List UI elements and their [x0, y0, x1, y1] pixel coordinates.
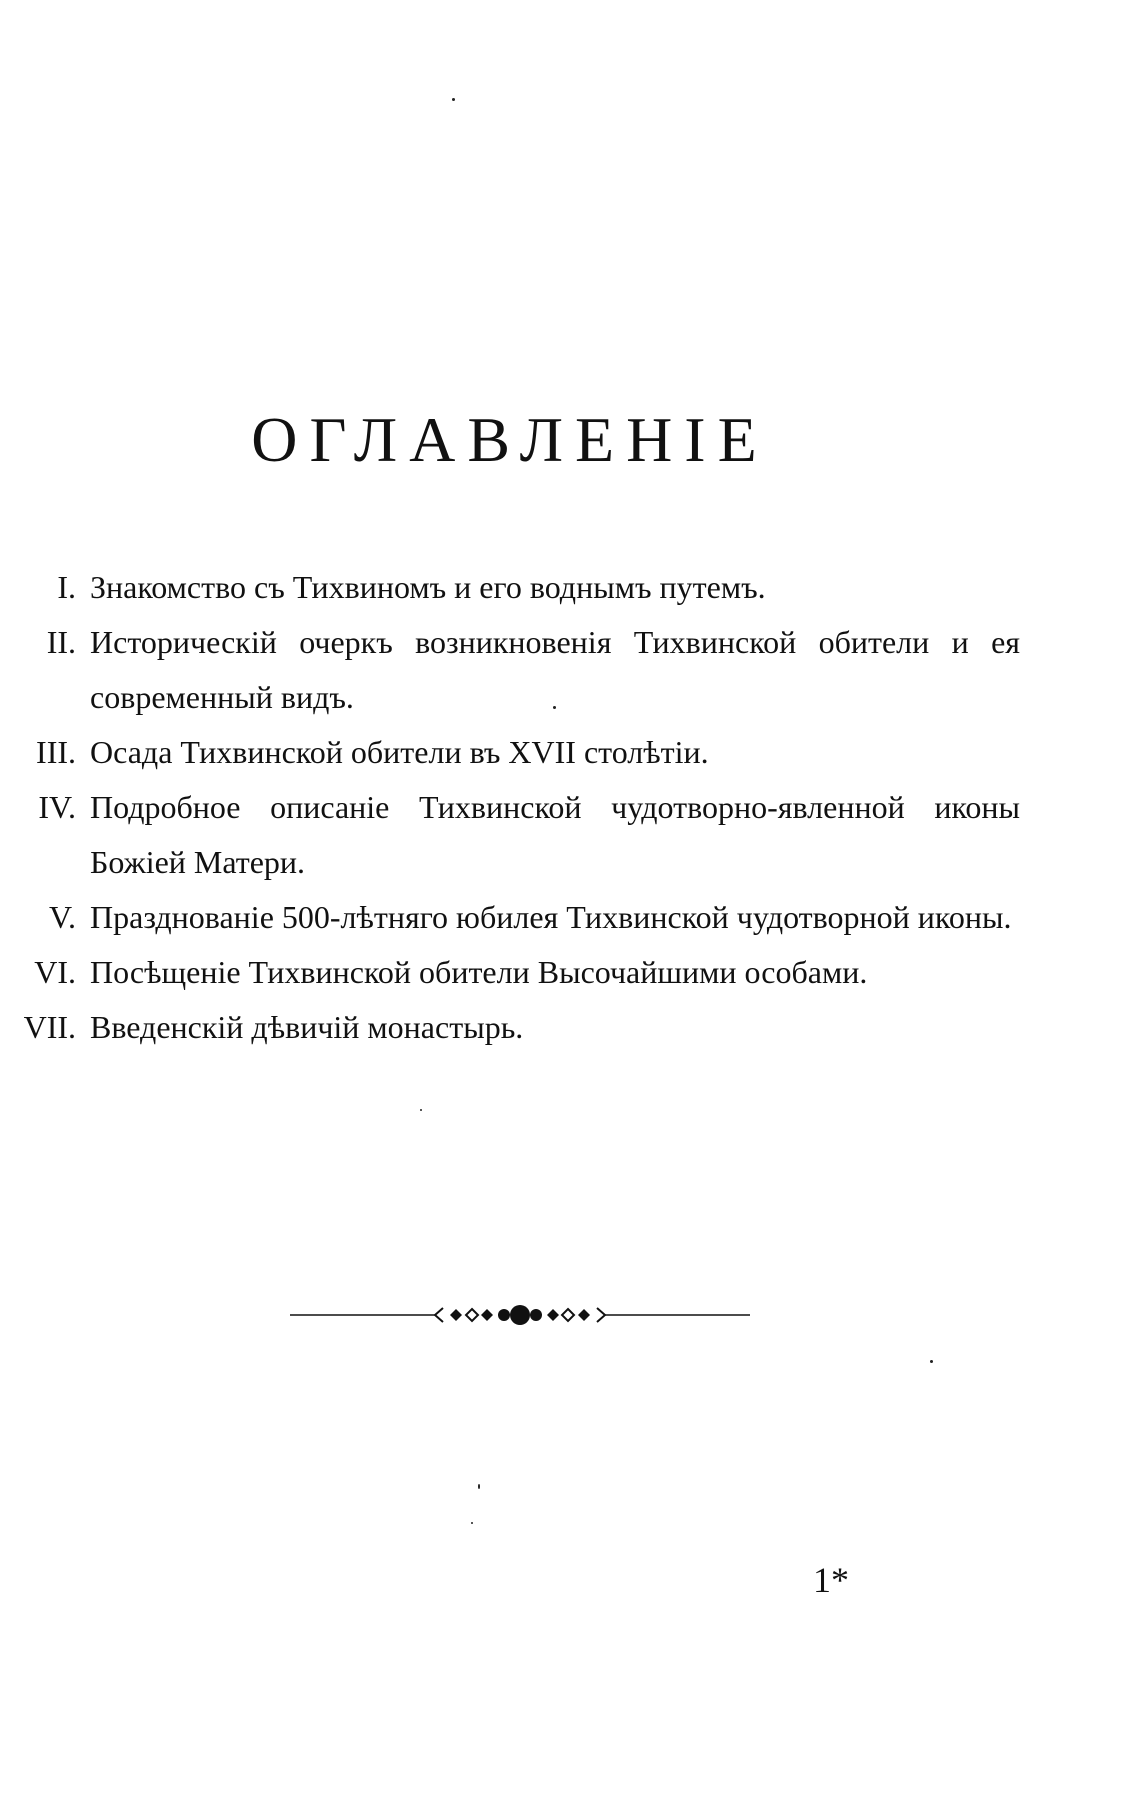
ornament-center-dot — [510, 1305, 530, 1325]
print-speck — [478, 1484, 480, 1489]
toc-entry-number: VII. — [23, 1009, 76, 1045]
ornament-diamond-outline — [466, 1309, 478, 1321]
toc-entry-text: Историческій очеркъ возникновенія Тихвинской обители и ея современный видъ. — [90, 624, 1020, 715]
toc-entry-text: Посѣщеніе Тихвинской обители Высочайшими особами. — [90, 954, 868, 990]
toc-entry-text: Введенскій дѣвичій монастырь. — [90, 1009, 524, 1045]
toc-entry-text: Знакомство съ Тихвиномъ и его воднымъ путемъ. — [90, 569, 766, 605]
toc-entry — [0, 615, 1040, 725]
table-of-contents — [0, 560, 1040, 1055]
ornament-diamond — [481, 1309, 493, 1321]
print-speck — [930, 1360, 933, 1363]
toc-entry-number: II. — [46, 624, 76, 660]
print-speck — [553, 706, 556, 709]
toc-entry-number: VI. — [34, 954, 76, 990]
toc-entry-text: Празднованіе 500-лѣтняго юбилея Тихвинской чудотворной иконы. — [90, 899, 1012, 935]
toc-entry — [0, 945, 1040, 1000]
toc-entry — [0, 725, 1040, 780]
toc-entry-number: III. — [36, 734, 76, 770]
ornament-diamond — [578, 1309, 590, 1321]
toc-entry-number: IV. — [38, 789, 76, 825]
ornament-diamond — [547, 1309, 559, 1321]
ornament-left-chevron — [435, 1308, 443, 1322]
ornament-divider — [290, 1305, 750, 1325]
ornament-diamond — [450, 1309, 462, 1321]
ornament-right-chevron — [597, 1308, 605, 1322]
print-speck — [420, 1109, 422, 1111]
page-number: 1* — [813, 1560, 849, 1600]
toc-entry-number: I. — [57, 569, 76, 605]
print-speck — [471, 1522, 473, 1524]
ornament-dot — [530, 1309, 542, 1321]
toc-entry-text: Подробное описаніе Тихвинской чудотворно-явленной иконы Божіей Матери. — [90, 789, 1020, 880]
toc-entry-number: V. — [49, 899, 76, 935]
toc-entry — [0, 560, 1040, 615]
page-title: ОГЛАВЛЕНІЕ — [251, 404, 769, 475]
toc-entry — [0, 890, 1040, 945]
ornament-dot — [498, 1309, 510, 1321]
toc-entry — [0, 780, 1040, 890]
ornament-diamond-outline — [562, 1309, 574, 1321]
print-speck — [452, 98, 455, 101]
toc-entry-text: Осада Тихвинской обители въ XVII столѣтіи. — [90, 734, 709, 770]
toc-entry — [0, 1000, 1040, 1055]
